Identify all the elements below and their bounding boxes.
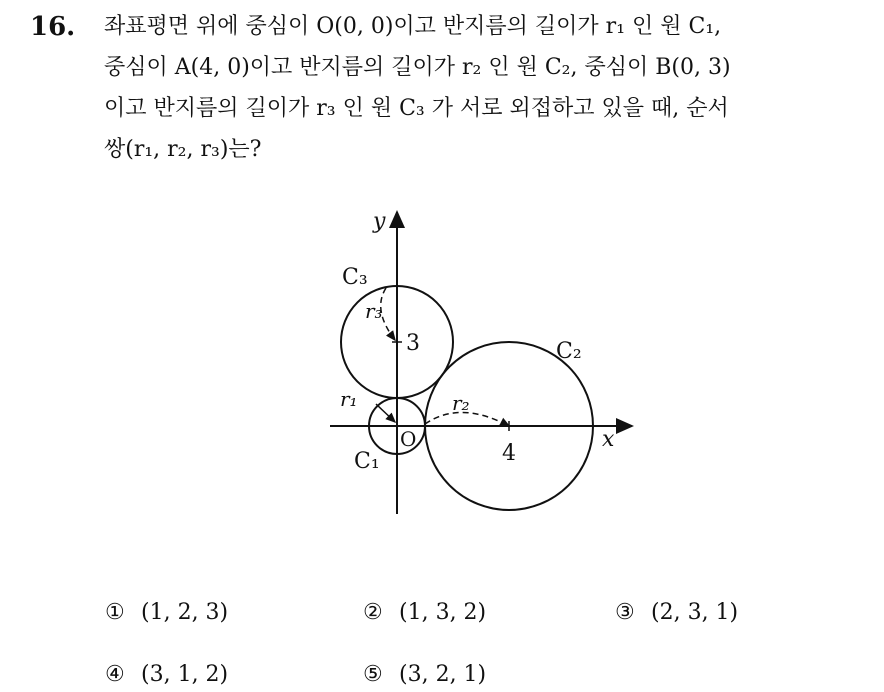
radius-r3 bbox=[381, 288, 395, 340]
c2-label: C₂ bbox=[556, 339, 582, 364]
choice-4[interactable] bbox=[105, 662, 228, 687]
tick-x4-label: 4 bbox=[502, 441, 516, 466]
axis-y-label: y bbox=[373, 209, 386, 234]
c1-label: C₁ bbox=[354, 449, 380, 474]
choice-2-text: (1, 3, 2) bbox=[399, 600, 487, 625]
r3-label: r₃ bbox=[365, 299, 383, 323]
choice-2[interactable] bbox=[363, 600, 486, 625]
question-text bbox=[104, 6, 874, 170]
tick-y3-label: 3 bbox=[406, 331, 420, 356]
choice-3-text: (2, 3, 1) bbox=[651, 600, 739, 625]
choice-1-text: (1, 2, 3) bbox=[141, 600, 229, 625]
radius-r1 bbox=[376, 404, 395, 422]
r1-label: r₁ bbox=[340, 387, 358, 411]
figure-svg bbox=[320, 200, 640, 520]
axis-x-label: x bbox=[602, 427, 615, 452]
question-line-2: 중심이 A(4, 0)이고 반지름의 길이가 r₂ 인 원 C₂, 중심이 B(0, 3) bbox=[104, 55, 731, 80]
r2-label: r₂ bbox=[452, 391, 470, 415]
choice-5[interactable] bbox=[363, 662, 486, 687]
choice-1[interactable] bbox=[105, 600, 228, 625]
choice-4-text: (3, 1, 2) bbox=[141, 662, 229, 687]
choice-5-text: (3, 2, 1) bbox=[399, 662, 487, 687]
question-line-1: 좌표평면 위에 중심이 O(0, 0)이고 반지름의 길이가 r₁ 인 원 C₁, bbox=[104, 14, 722, 39]
choice-1-mark: ① bbox=[105, 600, 125, 625]
origin-label: O bbox=[400, 427, 417, 451]
c3-label: C₃ bbox=[342, 265, 368, 290]
choice-3-mark: ③ bbox=[615, 600, 635, 625]
choice-5-mark: ⑤ bbox=[363, 662, 383, 687]
question-line-3: 이고 반지름의 길이가 r₃ 인 원 C₃ 가 서로 외접하고 있을 때, 순서 bbox=[104, 96, 729, 121]
choice-4-mark: ④ bbox=[105, 662, 125, 687]
question-number: 16. bbox=[30, 12, 76, 42]
choice-3[interactable] bbox=[615, 600, 738, 625]
question-line-4: 쌍(r₁, r₂, r₃)는? bbox=[104, 137, 262, 162]
choice-2-mark: ② bbox=[363, 600, 383, 625]
circles-figure bbox=[320, 200, 640, 520]
